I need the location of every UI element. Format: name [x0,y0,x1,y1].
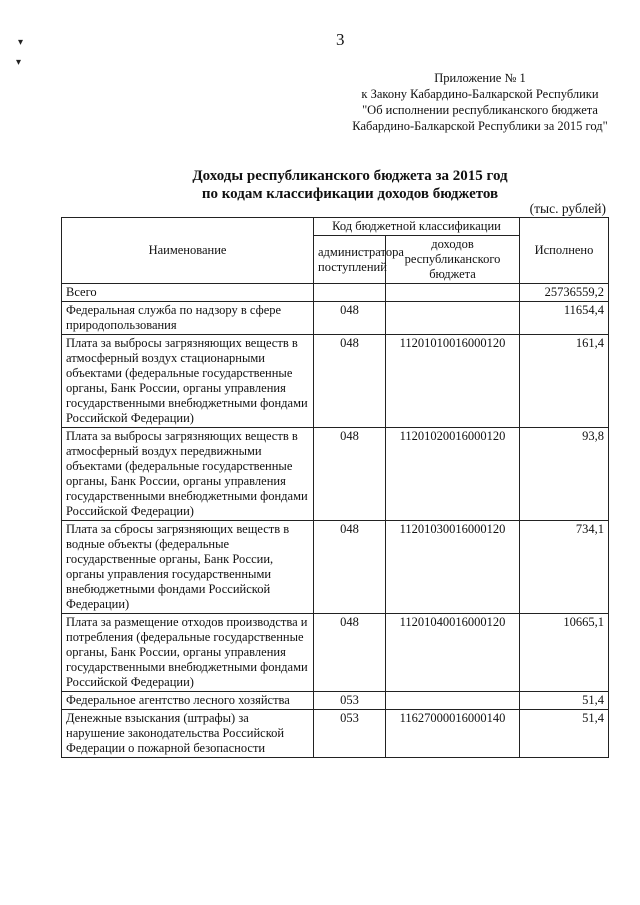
table-row [62,335,609,428]
unit-label: (тыс. рублей) [529,201,606,216]
document-title [120,167,580,203]
cell-name: Плата за выбросы загрязняющих веществ в атмосферный воздух стационарными объектами (федеральные государственные органы, Банк России, органы управления государственными внебюджетными фондами Российской Федерации) [62,335,314,428]
cell-name: Федеральная служба по надзору в сфере природопользования [62,302,314,335]
cell-code: 11201020016000120 [386,428,520,521]
cell-code: 11627000016000140 [386,710,520,758]
cell-value: 51,4 [520,692,609,710]
cell-code [386,284,520,302]
header-admin: администратора поступлений [314,236,386,284]
cell-value: 161,4 [520,335,609,428]
cell-name: Всего [62,284,314,302]
cell-name: Денежные взыскания (штрафы) за нарушение законодательства Российской Федерации о пожарной безопасности [62,710,314,758]
cell-value: 25736559,2 [520,284,609,302]
cell-value: 93,8 [520,428,609,521]
cell-code: 11201010016000120 [386,335,520,428]
cell-name: Плата за размещение отходов производства и потребления (федеральные государственные органы, Банк России, органы управления государственными внебюджетными фондами Российской Федерации) [62,614,314,692]
title-line: Доходы республиканского бюджета за 2015 год [192,168,508,184]
table-row [62,302,609,335]
cell-code: 11201030016000120 [386,521,520,614]
appendix-line: "Об исполнении республиканского бюджета [362,103,598,117]
cell-code [386,692,520,710]
table-row [62,614,609,692]
cell-admin: 048 [314,302,386,335]
appendix-line: к Закону Кабардино-Балкарской Республики [361,87,599,101]
cell-admin: 048 [314,614,386,692]
appendix-line: Кабардино-Балкарской Республики за 2015 год" [352,119,608,133]
income-table [61,217,609,758]
cell-admin: 048 [314,521,386,614]
cell-name: Плата за сбросы загрязняющих веществ в водные объекты (федеральные государственные органы, Банк России, органы управления государственными внебюджетными фондами Российской Федерации) [62,521,314,614]
appendix-block [330,70,630,134]
appendix-line: Приложение № 1 [434,71,526,85]
title-line: по кодам классификации доходов бюджетов [201,186,499,202]
table-row [62,710,609,758]
cell-code: 11201040016000120 [386,614,520,692]
cell-value: 11654,4 [520,302,609,335]
header-code-group: Код бюджетной классификации [314,218,520,236]
cell-admin: 053 [314,692,386,710]
cell-code [386,302,520,335]
header-name: Наименование [62,218,314,284]
cell-value: 734,1 [520,521,609,614]
table-row [62,428,609,521]
table-row [62,284,609,302]
scan-mark: ▾ [16,57,22,68]
header-income: доходов республиканского бюджета [386,236,520,284]
cell-admin: 048 [314,335,386,428]
cell-admin: 048 [314,428,386,521]
table-row [62,692,609,710]
cell-name: Плата за выбросы загрязняющих веществ в атмосферный воздух передвижными объектами (федеральные государственные органы, Банк России, органы управления государственными внебюджетными фондами Российской Федерации) [62,428,314,521]
table-row [62,521,609,614]
cell-admin [314,284,386,302]
cell-value: 10665,1 [520,614,609,692]
cell-name: Федеральное агентство лесного хозяйства [62,692,314,710]
cell-admin: 053 [314,710,386,758]
header-executed: Исполнено [520,218,609,284]
page-number: 3 [336,30,345,49]
cell-value: 51,4 [520,710,609,758]
scan-mark: ▾ [18,37,24,48]
